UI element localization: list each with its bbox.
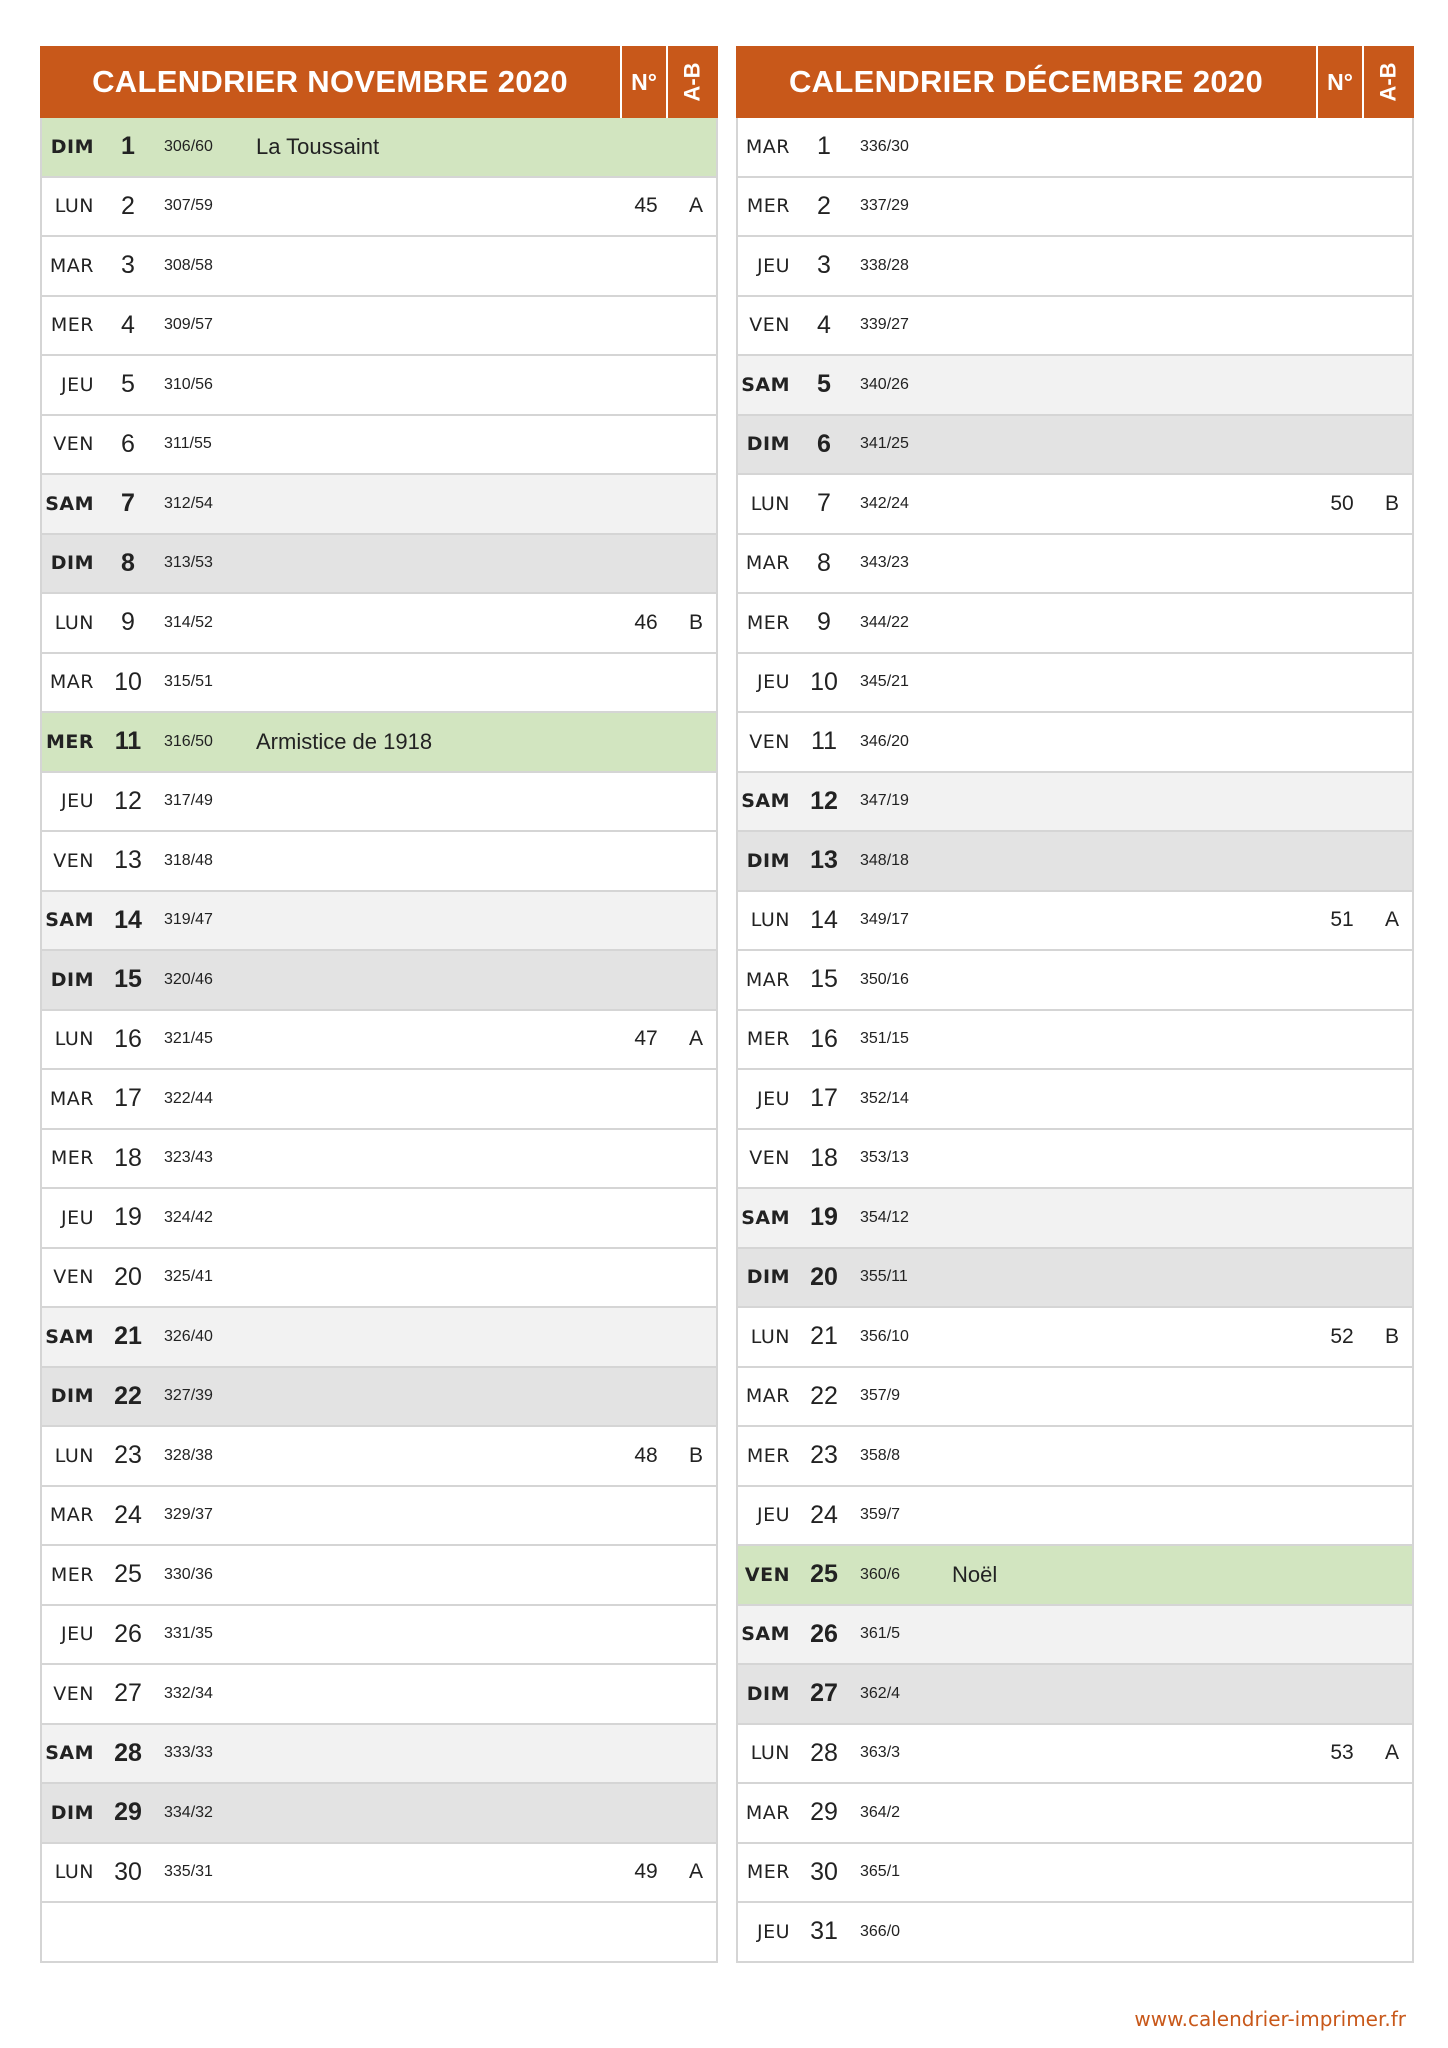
day-of-week: LUN bbox=[750, 1325, 790, 1348]
ab-column-header: A-B bbox=[679, 62, 705, 102]
week-ab: A bbox=[1384, 908, 1399, 932]
day-of-year: 358/8 bbox=[860, 1446, 901, 1464]
day-of-week: DIM bbox=[746, 433, 790, 456]
day-row bbox=[738, 1665, 1412, 1725]
day-row bbox=[738, 1427, 1412, 1487]
day-number: 27 bbox=[114, 1679, 142, 1708]
day-row bbox=[42, 1665, 716, 1725]
day-number: 6 bbox=[121, 429, 135, 458]
day-of-year: 364/2 bbox=[860, 1803, 901, 1821]
day-of-year: 330/36 bbox=[164, 1565, 213, 1583]
day-of-year: 317/49 bbox=[164, 792, 213, 810]
day-of-week: DIM bbox=[50, 552, 94, 575]
day-of-year: 329/37 bbox=[164, 1506, 213, 1524]
day-of-year: 353/13 bbox=[860, 1149, 909, 1167]
day-row bbox=[738, 594, 1412, 654]
day-number: 17 bbox=[114, 1084, 142, 1113]
day-number: 25 bbox=[114, 1560, 142, 1589]
day-of-week: VEN bbox=[749, 314, 790, 337]
day-of-year: 334/32 bbox=[164, 1803, 213, 1821]
day-number: 8 bbox=[121, 548, 135, 577]
day-number: 21 bbox=[810, 1322, 838, 1351]
day-of-year: 331/35 bbox=[164, 1625, 213, 1643]
day-of-year: 337/29 bbox=[860, 197, 909, 215]
day-row bbox=[738, 832, 1412, 892]
day-of-year: 322/44 bbox=[164, 1089, 213, 1107]
day-row bbox=[42, 1308, 716, 1368]
day-row bbox=[42, 416, 716, 476]
day-of-year: 309/57 bbox=[164, 316, 213, 334]
week-ab: A bbox=[688, 194, 703, 218]
day-row bbox=[42, 178, 716, 238]
day-number: 24 bbox=[114, 1500, 142, 1529]
day-row bbox=[42, 1011, 716, 1071]
day-number: 29 bbox=[810, 1798, 838, 1827]
day-of-week: JEU bbox=[60, 1206, 94, 1229]
day-of-year: 352/14 bbox=[860, 1089, 909, 1107]
day-number: 27 bbox=[810, 1679, 838, 1708]
day-of-week: SAM bbox=[741, 373, 790, 396]
day-row bbox=[738, 356, 1412, 416]
website-link[interactable]: www.calendrier-imprimer.fr bbox=[1134, 2007, 1406, 2031]
day-number: 22 bbox=[810, 1381, 838, 1410]
day-row bbox=[738, 178, 1412, 238]
week-ab: B bbox=[1384, 491, 1399, 515]
day-of-year: 332/34 bbox=[164, 1684, 213, 1702]
day-row bbox=[42, 1784, 716, 1844]
day-number: 17 bbox=[810, 1084, 838, 1113]
day-row bbox=[738, 1249, 1412, 1309]
day-of-week: JEU bbox=[756, 1504, 790, 1527]
day-number: 12 bbox=[114, 786, 142, 815]
day-number: 18 bbox=[114, 1143, 142, 1172]
week-ab: A bbox=[688, 1860, 703, 1884]
day-row bbox=[42, 535, 716, 595]
day-row bbox=[42, 475, 716, 535]
day-number: 19 bbox=[810, 1203, 838, 1232]
day-of-week: MER bbox=[746, 1861, 790, 1884]
day-of-week: MAR bbox=[745, 552, 790, 575]
day-of-week: MAR bbox=[49, 1504, 94, 1527]
day-of-year: 357/9 bbox=[860, 1387, 901, 1405]
day-of-week: VEN bbox=[53, 1682, 94, 1705]
day-row bbox=[738, 535, 1412, 595]
day-of-year: 338/28 bbox=[860, 256, 909, 274]
day-row bbox=[738, 1725, 1412, 1785]
day-number: 22 bbox=[114, 1381, 142, 1410]
day-of-week: MER bbox=[50, 1147, 94, 1170]
day-of-week: JEU bbox=[60, 373, 94, 396]
day-of-year: 306/60 bbox=[164, 137, 213, 155]
day-number: 7 bbox=[121, 489, 135, 518]
week-ab: B bbox=[688, 610, 703, 634]
day-of-week: JEU bbox=[756, 254, 790, 277]
day-row bbox=[738, 1368, 1412, 1428]
day-of-week: VEN bbox=[744, 1563, 790, 1586]
day-of-week: JEU bbox=[60, 1623, 94, 1646]
day-of-year: 348/18 bbox=[860, 851, 909, 869]
day-number: 13 bbox=[810, 846, 838, 875]
day-row bbox=[42, 594, 716, 654]
week-number: 45 bbox=[634, 194, 658, 218]
day-row bbox=[738, 1546, 1412, 1606]
day-of-week: JEU bbox=[756, 1087, 790, 1110]
day-number: 12 bbox=[810, 786, 838, 815]
day-number: 21 bbox=[114, 1322, 142, 1351]
day-of-year: 313/53 bbox=[164, 554, 213, 572]
day-of-week: DIM bbox=[50, 135, 94, 158]
day-number: 10 bbox=[810, 667, 838, 696]
day-row bbox=[738, 118, 1412, 178]
day-of-week: SAM bbox=[741, 1623, 790, 1646]
day-number: 26 bbox=[810, 1619, 838, 1648]
day-row bbox=[738, 773, 1412, 833]
day-of-week: SAM bbox=[45, 1325, 94, 1348]
day-of-week: MER bbox=[746, 195, 790, 218]
day-rows bbox=[736, 118, 1414, 1963]
day-of-week: LUN bbox=[54, 1861, 94, 1884]
day-of-year: 360/6 bbox=[860, 1565, 901, 1583]
day-row bbox=[738, 1487, 1412, 1547]
day-number: 2 bbox=[817, 191, 831, 220]
day-row bbox=[42, 1546, 716, 1606]
day-number: 19 bbox=[114, 1203, 142, 1232]
day-rows bbox=[40, 118, 718, 1963]
day-of-year: 356/10 bbox=[860, 1327, 909, 1345]
day-row bbox=[738, 237, 1412, 297]
day-of-year: 342/24 bbox=[860, 494, 909, 512]
day-of-year: 325/41 bbox=[164, 1268, 213, 1286]
day-of-week: MER bbox=[746, 611, 790, 634]
day-of-year: 354/12 bbox=[860, 1208, 909, 1226]
week-number: 47 bbox=[634, 1027, 658, 1051]
day-of-year: 362/4 bbox=[860, 1684, 901, 1702]
day-number: 28 bbox=[810, 1738, 838, 1767]
day-number: 1 bbox=[121, 132, 135, 161]
day-row bbox=[42, 1368, 716, 1428]
day-of-week: SAM bbox=[45, 492, 94, 515]
day-row bbox=[42, 1487, 716, 1547]
day-row bbox=[738, 1844, 1412, 1904]
holiday-name: Armistice de 1918 bbox=[256, 728, 433, 754]
day-number: 14 bbox=[810, 905, 838, 934]
day-of-year: 314/52 bbox=[164, 613, 213, 631]
day-number: 20 bbox=[114, 1262, 142, 1291]
day-number: 4 bbox=[817, 310, 831, 339]
day-number: 15 bbox=[810, 965, 838, 994]
day-of-year: 315/51 bbox=[164, 673, 213, 691]
day-row bbox=[42, 713, 716, 773]
day-of-year: 347/19 bbox=[860, 792, 909, 810]
day-of-week: MAR bbox=[745, 1385, 790, 1408]
day-number: 8 bbox=[817, 548, 831, 577]
day-of-year: 365/1 bbox=[860, 1863, 901, 1881]
day-of-year: 346/20 bbox=[860, 732, 909, 750]
week-number: 52 bbox=[1330, 1324, 1354, 1348]
day-row bbox=[738, 1784, 1412, 1844]
day-of-week: SAM bbox=[741, 790, 790, 813]
day-of-week: MAR bbox=[745, 135, 790, 158]
week-number: 48 bbox=[634, 1443, 658, 1467]
day-of-year: 320/46 bbox=[164, 970, 213, 988]
day-number: 3 bbox=[817, 251, 831, 280]
day-of-week: MAR bbox=[745, 1801, 790, 1824]
day-number: 4 bbox=[121, 310, 135, 339]
week-number-column-header: N° bbox=[1318, 46, 1364, 118]
day-number: 16 bbox=[114, 1024, 142, 1053]
day-row bbox=[738, 475, 1412, 535]
day-row bbox=[738, 1070, 1412, 1130]
day-of-week: LUN bbox=[54, 1444, 94, 1467]
day-number: 29 bbox=[114, 1798, 142, 1827]
day-row bbox=[42, 1606, 716, 1666]
day-of-week: LUN bbox=[750, 1742, 790, 1765]
day-row bbox=[738, 1189, 1412, 1249]
day-of-year: 366/0 bbox=[860, 1922, 901, 1940]
day-row bbox=[738, 951, 1412, 1011]
day-number: 6 bbox=[817, 429, 831, 458]
day-number: 1 bbox=[817, 132, 831, 161]
day-of-week: VEN bbox=[749, 730, 790, 753]
day-of-week: LUN bbox=[54, 195, 94, 218]
day-number: 5 bbox=[817, 370, 831, 399]
day-of-year: 307/59 bbox=[164, 197, 213, 215]
day-row bbox=[738, 1130, 1412, 1190]
month-title: CALENDRIER NOVEMBRE 2020 bbox=[40, 46, 622, 118]
day-number: 20 bbox=[810, 1262, 838, 1291]
day-number: 11 bbox=[811, 727, 837, 756]
day-of-week: VEN bbox=[53, 849, 94, 872]
day-of-year: 350/16 bbox=[860, 970, 909, 988]
day-of-year: 308/58 bbox=[164, 256, 213, 274]
day-number: 9 bbox=[817, 608, 831, 637]
week-number-column-header: N° bbox=[622, 46, 668, 118]
month-header bbox=[40, 46, 718, 118]
day-of-year: 359/7 bbox=[860, 1506, 901, 1524]
november-calendar bbox=[40, 46, 718, 1963]
day-row bbox=[738, 654, 1412, 714]
day-of-week: JEU bbox=[756, 1920, 790, 1943]
day-of-week: DIM bbox=[746, 849, 790, 872]
day-row bbox=[42, 892, 716, 952]
week-ab: B bbox=[688, 1443, 703, 1467]
day-number: 31 bbox=[810, 1917, 838, 1946]
ab-column-header: A-B bbox=[1375, 62, 1401, 102]
day-number: 2 bbox=[121, 191, 135, 220]
week-number: 46 bbox=[634, 610, 658, 634]
day-row bbox=[42, 773, 716, 833]
day-of-year: 321/45 bbox=[164, 1030, 213, 1048]
day-of-year: 361/5 bbox=[860, 1625, 901, 1643]
day-of-year: 341/25 bbox=[860, 435, 909, 453]
day-of-year: 333/33 bbox=[164, 1744, 213, 1762]
day-number: 15 bbox=[114, 965, 142, 994]
day-of-year: 336/30 bbox=[860, 137, 909, 155]
day-number: 14 bbox=[114, 905, 142, 934]
day-of-week: MER bbox=[746, 1028, 790, 1051]
day-of-week: MAR bbox=[49, 254, 94, 277]
day-row bbox=[738, 713, 1412, 773]
week-ab: A bbox=[1384, 1741, 1399, 1765]
day-number: 26 bbox=[114, 1619, 142, 1648]
day-of-week: DIM bbox=[746, 1266, 790, 1289]
day-of-year: 327/39 bbox=[164, 1387, 213, 1405]
day-row bbox=[42, 297, 716, 357]
day-row bbox=[42, 1427, 716, 1487]
day-number: 25 bbox=[810, 1560, 838, 1589]
day-row bbox=[42, 1844, 716, 1904]
day-number: 18 bbox=[810, 1143, 838, 1172]
day-of-year: 340/26 bbox=[860, 375, 909, 393]
week-number: 51 bbox=[1330, 908, 1354, 932]
day-row bbox=[738, 297, 1412, 357]
week-number: 53 bbox=[1330, 1741, 1354, 1765]
day-number: 9 bbox=[121, 608, 135, 637]
day-number: 13 bbox=[114, 846, 142, 875]
day-of-year: 319/47 bbox=[164, 911, 213, 929]
day-of-year: 351/15 bbox=[860, 1030, 909, 1048]
day-number: 11 bbox=[114, 727, 142, 756]
december-calendar bbox=[736, 46, 1414, 1963]
day-number: 3 bbox=[121, 251, 135, 280]
month-header bbox=[736, 46, 1414, 118]
day-of-week: JEU bbox=[60, 790, 94, 813]
day-row bbox=[42, 118, 716, 178]
day-of-year: 311/55 bbox=[164, 435, 212, 453]
day-of-week: DIM bbox=[50, 1801, 94, 1824]
day-row bbox=[738, 416, 1412, 476]
day-number: 5 bbox=[121, 370, 135, 399]
day-of-week: LUN bbox=[750, 909, 790, 932]
day-number: 16 bbox=[810, 1024, 838, 1053]
day-row bbox=[42, 356, 716, 416]
day-of-week: SAM bbox=[741, 1206, 790, 1229]
day-number: 24 bbox=[810, 1500, 838, 1529]
day-of-week: SAM bbox=[45, 909, 94, 932]
day-row bbox=[738, 1903, 1412, 1963]
day-of-week: DIM bbox=[746, 1682, 790, 1705]
day-of-year: 345/21 bbox=[860, 673, 909, 691]
day-of-year: 318/48 bbox=[164, 851, 213, 869]
day-row bbox=[42, 1070, 716, 1130]
empty-row bbox=[42, 1903, 716, 1963]
day-row bbox=[42, 237, 716, 297]
day-of-week: VEN bbox=[53, 433, 94, 456]
day-of-week: MAR bbox=[49, 671, 94, 694]
week-ab: A bbox=[688, 1027, 703, 1051]
day-of-year: 310/56 bbox=[164, 375, 213, 393]
day-of-week: LUN bbox=[54, 611, 94, 634]
day-row bbox=[42, 1725, 716, 1785]
day-row bbox=[42, 951, 716, 1011]
day-of-week: MAR bbox=[49, 1087, 94, 1110]
day-number: 30 bbox=[114, 1857, 142, 1886]
week-number: 49 bbox=[634, 1860, 658, 1884]
day-number: 7 bbox=[817, 489, 831, 518]
day-of-week: MAR bbox=[745, 968, 790, 991]
day-of-week: LUN bbox=[750, 492, 790, 515]
day-of-year: 343/23 bbox=[860, 554, 909, 572]
day-of-year: 355/11 bbox=[860, 1268, 908, 1286]
day-number: 10 bbox=[114, 667, 142, 696]
day-row bbox=[738, 1011, 1412, 1071]
day-row bbox=[738, 1308, 1412, 1368]
day-of-year: 363/3 bbox=[860, 1744, 901, 1762]
week-number: 50 bbox=[1330, 491, 1354, 515]
day-of-year: 323/43 bbox=[164, 1149, 213, 1167]
day-of-week: SAM bbox=[45, 1742, 94, 1765]
day-row bbox=[42, 654, 716, 714]
day-of-week: MER bbox=[45, 730, 94, 753]
holiday-name: Noël bbox=[952, 1561, 998, 1587]
day-number: 23 bbox=[810, 1441, 838, 1470]
day-number: 28 bbox=[114, 1738, 142, 1767]
day-of-week: VEN bbox=[53, 1266, 94, 1289]
day-of-week: MER bbox=[50, 1563, 94, 1586]
day-of-week: VEN bbox=[749, 1147, 790, 1170]
day-number: 23 bbox=[114, 1441, 142, 1470]
day-of-year: 326/40 bbox=[164, 1327, 213, 1345]
day-row bbox=[738, 892, 1412, 952]
week-ab: B bbox=[1384, 1324, 1399, 1348]
holiday-name: La Toussaint bbox=[256, 133, 380, 159]
day-row bbox=[738, 1606, 1412, 1666]
day-of-year: 328/38 bbox=[164, 1446, 213, 1464]
day-row bbox=[42, 832, 716, 892]
day-of-week: DIM bbox=[50, 968, 94, 991]
day-of-year: 349/17 bbox=[860, 911, 909, 929]
month-title: CALENDRIER DÉCEMBRE 2020 bbox=[736, 46, 1318, 118]
day-row bbox=[42, 1249, 716, 1309]
day-number: 30 bbox=[810, 1857, 838, 1886]
day-of-year: 312/54 bbox=[164, 494, 213, 512]
day-of-week: MER bbox=[50, 314, 94, 337]
day-of-week: DIM bbox=[50, 1385, 94, 1408]
day-of-year: 316/50 bbox=[164, 732, 213, 750]
day-of-year: 324/42 bbox=[164, 1208, 213, 1226]
day-of-year: 344/22 bbox=[860, 613, 909, 631]
day-row bbox=[42, 1189, 716, 1249]
day-of-year: 339/27 bbox=[860, 316, 909, 334]
day-of-week: LUN bbox=[54, 1028, 94, 1051]
day-of-week: MER bbox=[746, 1444, 790, 1467]
day-row bbox=[42, 1130, 716, 1190]
day-of-week: JEU bbox=[756, 671, 790, 694]
day-of-year: 335/31 bbox=[164, 1863, 213, 1881]
